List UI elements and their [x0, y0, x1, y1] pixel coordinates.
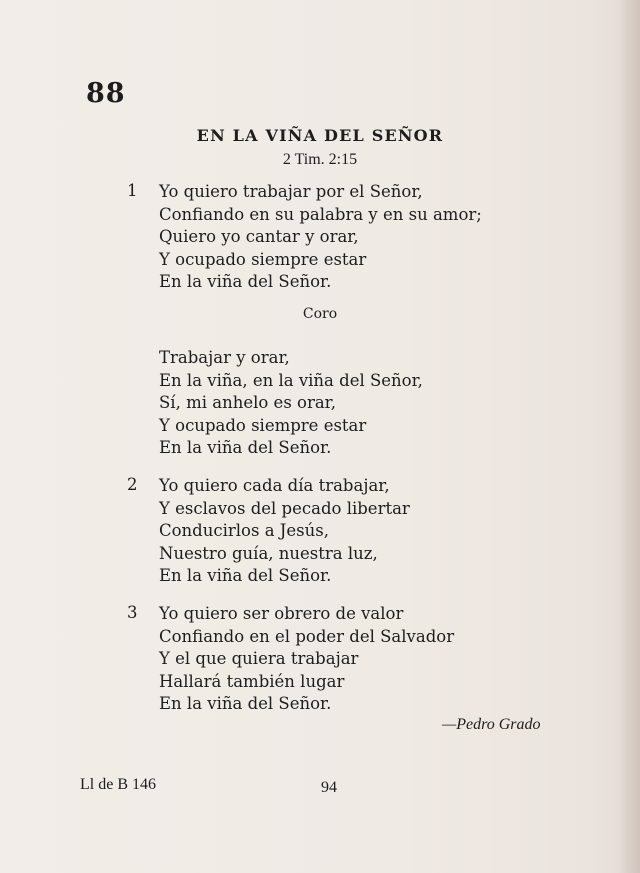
stanza-line: En la viña del Señor.: [159, 566, 332, 585]
stanza-line: Hallará también lugar: [159, 671, 345, 691]
stanza-line: Nuestro guía, nuestra luz,: [159, 543, 378, 563]
stanza-number: 2: [127, 475, 138, 494]
stanza-line: En la viña del Señor.: [159, 694, 332, 713]
stanza-line: Yo quiero trabajar por el Señor,: [159, 182, 423, 201]
stanza-line: Y esclavos del pecado libertar: [159, 498, 410, 518]
chorus-line: Y ocupado siempre estar: [159, 415, 367, 435]
chorus-label: Coro: [302, 306, 338, 322]
chorus-line: Trabajar y orar,: [159, 348, 290, 367]
footer-reference: Ll de B 146: [80, 776, 156, 793]
stanza-line: En la viña del Señor.: [159, 272, 332, 291]
chorus: [159, 347, 423, 460]
chorus-line: Sí, mi anhelo es orar,: [159, 393, 337, 412]
stanza-1: [159, 181, 482, 294]
hymn-number: 88: [86, 78, 126, 109]
stanza-line: Y ocupado siempre estar: [159, 249, 367, 269]
stanza-2: [159, 475, 410, 588]
scripture-reference: 2 Tim. 2:15: [282, 151, 358, 168]
stanza-line: Confiando en su palabra y en su amor;: [159, 204, 482, 224]
chorus-line: En la viña del Señor.: [159, 438, 332, 457]
stanza-line: Y el que quiera trabajar: [159, 649, 359, 668]
stanza-number: 3: [127, 603, 138, 622]
stanza-line: Confiando en el poder del Salvador: [159, 626, 455, 646]
hymn-title: EN LA VIÑA DEL SEÑOR: [196, 126, 444, 145]
chorus-line: En la viña, en la viña del Señor,: [159, 370, 423, 390]
author-credit: —Pedro Grado: [442, 716, 541, 733]
stanza-3: [159, 603, 454, 716]
stanza-number: 1: [127, 181, 138, 200]
stanza-line: Yo quiero cada día trabajar,: [159, 476, 390, 495]
stanza-line: Yo quiero ser obrero de valor: [159, 604, 404, 623]
page-number: 94: [321, 779, 337, 796]
stanza-line: Quiero yo cantar y orar,: [159, 227, 359, 246]
stanza-line: Conducirlos a Jesús,: [159, 521, 329, 540]
